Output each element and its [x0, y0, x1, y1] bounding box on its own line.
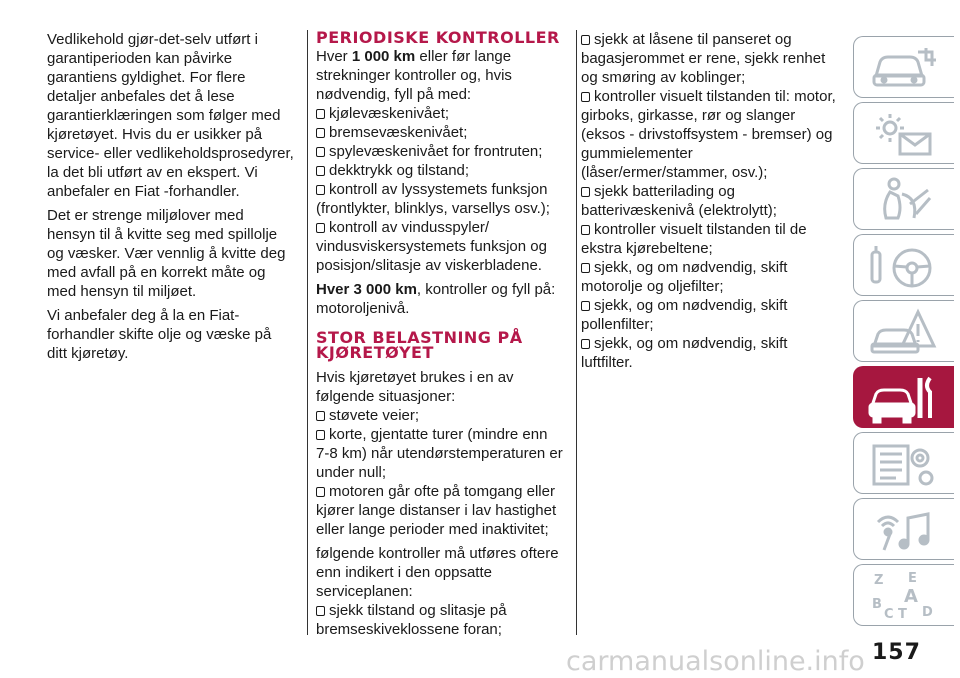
checkbox-bullet-icon [316, 166, 325, 176]
tab-maintenance[interactable] [853, 366, 954, 428]
tab-dashboard[interactable] [853, 36, 954, 98]
tab-warning-lights[interactable] [853, 102, 954, 164]
heading-heavy-load: STOR BELASTNING PÅ KJØRETØYET [316, 328, 523, 362]
svg-text:D: D [922, 605, 933, 620]
checkbox-bullet-icon [316, 411, 325, 421]
checkbox-bullet-icon [316, 147, 325, 157]
tab-emergency[interactable] [853, 300, 954, 362]
paragraph-dealer: Vi anbefaler deg å la en Fiat-forhandler skifte olje og væske på ditt kjøretøy. [47, 307, 272, 362]
index-letters-icon [868, 570, 938, 622]
checkbox-bullet-icon [316, 487, 325, 497]
list-item: spylevæskenivået for frontruten; [316, 142, 564, 161]
tab-multimedia[interactable] [853, 498, 954, 560]
list-item: bremsevæskenivået; [316, 123, 564, 142]
tab-safety[interactable] [853, 168, 954, 230]
paragraph-warranty: Vedlikehold gjør-det-selv utført i garantiperioden kan påvirke garantiens gyldighet. For flere detaljer anbefales det å lese garantierklæringen som følger med kjøretøyet. Hvis du er usikker på service- eller vedlikeholdsprosedyrer, la det bli utført av en ekspert. Vi anbefaler en Fiat -forhandler. [47, 31, 294, 200]
checkbox-bullet-icon [316, 185, 325, 195]
svg-text:A: A [904, 586, 918, 607]
checklist-situations [316, 406, 564, 539]
list-item: motoren går ofte på tomgang eller kjører lange distanser i lav hastighet eller lange perioder med inaktivitet; [316, 483, 557, 538]
tab-driving[interactable] [853, 234, 954, 296]
list-item: dekktrykk og tilstand; [316, 161, 564, 180]
car-dashboard-icon [868, 42, 938, 94]
checkbox-bullet-icon [316, 223, 325, 233]
paragraph-every-3000km: Hver 3 000 km, kontroller og fyll på: motoroljenivå. [316, 281, 556, 317]
page-number: 157 [872, 640, 921, 665]
checklist-frequent [316, 601, 564, 639]
list-item: sjekk, og om nødvendig, skift luftfilter. [581, 335, 788, 371]
heading-periodic-checks: PERIODISKE KONTROLLER [316, 28, 560, 47]
checkbox-bullet-icon [581, 35, 590, 45]
checkbox-bullet-icon [581, 263, 590, 273]
safety-airbag-icon [868, 174, 938, 226]
emergency-triangle-icon [868, 306, 938, 358]
footer-watermark: carmanualsonline.info [566, 646, 865, 677]
svg-text:C: C [884, 607, 894, 622]
checkbox-bullet-icon [581, 92, 590, 102]
svg-text:T: T [898, 607, 907, 622]
svg-text:B: B [872, 597, 882, 612]
checkbox-bullet-icon [316, 606, 325, 616]
list-item: sjekk, og om nødvendig, skift pollenfilter; [581, 297, 788, 333]
column-right [581, 30, 843, 372]
paragraph-situations: Hvis kjøretøyet brukes i en av følgende situasjoner: [316, 369, 514, 405]
tab-technical-data[interactable] [853, 432, 954, 494]
checkbox-bullet-icon [581, 301, 590, 311]
maintenance-car-wrench-icon [868, 372, 938, 424]
column-left [47, 30, 295, 368]
driving-steering-icon [868, 240, 938, 292]
list-item: korte, gjentatte turer (mindre enn 7-8 km) når utendørstemperaturen er under null; [316, 426, 563, 481]
list-item: sjekk batterilading og batterivæskenivå (elektrolytt); [581, 183, 777, 219]
list-item: kjølevæskenivået; [316, 104, 564, 123]
warning-lights-icon [868, 108, 938, 160]
paragraph-frequent-checks: følgende kontroller må utføres oftere enn indikert i den oppsatte serviceplanen: [316, 545, 559, 600]
checklist-periodic [316, 104, 564, 275]
svg-text:Z: Z [874, 573, 884, 588]
list-item: kontroll av vindusspyler/ vindusviskersystemets funksjon og posisjon/slitasje av viskerbladene. [316, 219, 547, 274]
checkbox-bullet-icon [581, 339, 590, 349]
svg-text:E: E [908, 571, 917, 586]
technical-data-icon [868, 438, 938, 490]
multimedia-icon [868, 504, 938, 556]
checkbox-bullet-icon [316, 128, 325, 138]
tab-index[interactable] [853, 564, 954, 626]
list-item: støvete veier; [316, 406, 564, 425]
list-item: sjekk at låsene til panseret og bagasjerommet er rene, sjekk renhet og smøring av koblinger; [581, 31, 826, 86]
list-item: kontroller visuelt tilstanden til: motor, girboks, girkasse, rør og slanger (eksos - drivstoffsystem - bremser) og gummielementer (låser/ermer/stammer, osv.); [581, 88, 836, 181]
list-item: kontroll av lyssystemets funksjon (frontlykter, blinklys, varsellys osv.); [316, 181, 550, 217]
list-item: sjekk tilstand og slitasje på bremseskiveklossene foran; [316, 602, 507, 638]
column-divider [307, 30, 308, 635]
distance-1000km: 1 000 km [351, 48, 416, 65]
checkbox-bullet-icon [316, 430, 325, 440]
column-divider [576, 30, 577, 635]
list-item: sjekk, og om nødvendig, skift motorolje og oljefilter; [581, 259, 788, 295]
column-middle [316, 30, 564, 639]
paragraph-environment: Det er strenge miljølover med hensyn til å kvitte seg med spillolje og væsker. Vær vennlig å kvitte deg med avfall på en korrekt måte og med hensyn til miljøet. [47, 207, 286, 300]
distance-3000km: Hver 3 000 km [316, 281, 417, 298]
list-item: kontroller visuelt tilstanden til de ekstra kjørebeltene; [581, 221, 807, 257]
checkbox-bullet-icon [581, 187, 590, 197]
checkbox-bullet-icon [316, 109, 325, 119]
paragraph-every-1000km: Hver 1 000 km eller før lange strekninger kontroller og, hvis nødvendig, fyll på med: [316, 48, 512, 103]
checkbox-bullet-icon [581, 225, 590, 235]
